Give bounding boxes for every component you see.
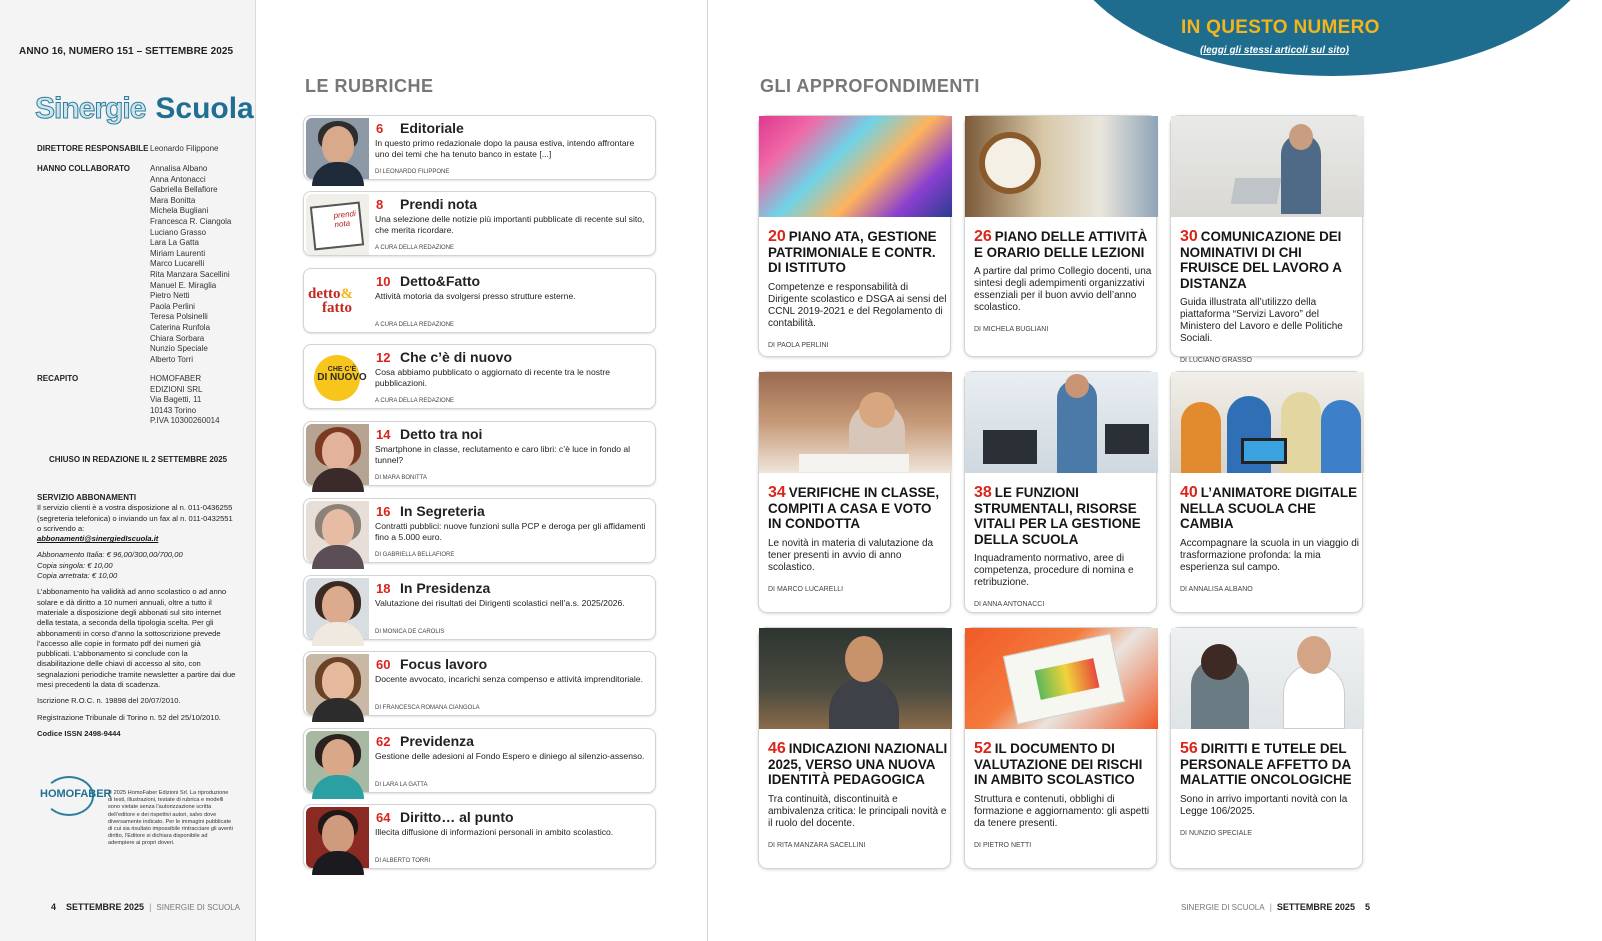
roc-registration: Iscrizione R.O.C. n. 19898 del 20/07/2010. [37,696,181,706]
article-text [768,741,948,853]
article-text [768,229,948,353]
article-card-valutazione-rischi[interactable] [964,627,1157,869]
page-number: 6 [376,121,384,136]
logo-word: fatto [322,300,352,316]
price-line: Abbonamento Italia: € 96,00/300,00/700,00 [37,550,183,560]
rubrica-card-previdenza[interactable] [303,728,656,793]
copyright-note: © 2025 HomoFaber Edizioni Srl. La riproduzione di testi, illustrazioni, testate di rubrica e modelli sono vietate senza l’autorizzazione scritta dell’editore e dei rispettivi autori, salvo dove diversamente indicato. Per le immagini pubblicate di cui sia risultato impossibile rintracciare gli aventi diritto, l’Editore si dichiara disponibile ad adempiere ai propri doveri. [108,790,233,847]
page-number: 14 [376,427,391,442]
logo-part-1: Sinergie [35,92,146,125]
rubrica-description: Gestione delle adesioni al Fondo Espero e diniego al silenzio-assenso. [375,751,645,761]
rubrica-title: Detto&Fatto [400,273,481,289]
article-title: L’ANIMATORE DIGITALE NELLA SCUOLA CHE CAMBIA [1180,485,1358,531]
article-text [974,229,1154,338]
page-number: 20 [768,228,786,245]
address-block [150,374,220,427]
author-photo [306,424,369,485]
student-figure [1181,402,1221,473]
director-label: DIRETTORE RESPONSABILE [37,144,149,153]
rubrica-card-che-ce-di-nuovo[interactable] [303,344,656,409]
collaborator: Annalisa Albano [150,164,208,173]
page-number: 62 [376,734,391,749]
address-line: EDIZIONI SRL [150,384,203,394]
collaborator: Francesca R. Ciangola [150,216,232,226]
collaborator: Teresa Polsinelli [150,312,208,322]
rubrica-card-detto-tra-noi[interactable] [303,421,656,486]
rubrica-title: Editoriale [400,120,464,136]
collaborator: Pietro Netti [150,291,190,301]
rubrica-card-in-presidenza[interactable] [303,575,656,640]
price-line: Copia arretrata: € 10,00 [37,571,118,581]
article-card-lavoro-a-distanza[interactable] [1170,115,1363,364]
rubrica-card-focus-lavoro[interactable] [303,651,656,716]
rubrica-author: A CURA DELLA REDAZIONE [375,322,455,328]
rubrica-description: Una selezione delle notizie più importanti pubblicate di recente sul sito, che merita ricordare. [375,214,645,235]
address-line: HOMOFABER [150,374,202,383]
court-registration: Registrazione Tribunale di Torino n. 52 del 25/10/2010. [37,712,221,722]
article-author: DI PIETRO NETTI [974,841,1032,849]
magazine-logo [35,92,254,126]
author-photo [306,578,369,639]
page-number: 4 [51,902,57,912]
article-description: Accompagnare la scuola in un viaggio di trasformazione profonda: la mia esperienza sul campo. [1180,537,1359,573]
article-title: INDICAZIONI NAZIONALI 2025, VERSO UNA NUOVA IDENTITÀ PEDAGOGICA [768,741,948,787]
che-ce-di-nuovo-logo [306,347,369,408]
subscription-email-link[interactable]: abbonamenti@sinergiedIscuola.it [37,534,159,544]
collaborator: Miriam Laurenti [150,248,206,258]
rubrica-author: DI LEONARDO FILIPPONE [375,169,450,175]
monitor-icon [983,430,1037,464]
logo-line: CHE C’È [327,366,357,373]
article-author: DI NUNZIO SPECIALE [1180,829,1252,837]
rubrica-author: A CURA DELLA REDAZIONE [375,245,455,251]
rubrica-card-diritto-al-punto[interactable] [303,804,656,869]
article-title: COMUNICAZIONE DEI NOMINATIVI DI CHI FRUISCE DEL LAVORO A DISTANZA [1180,229,1342,291]
page-number: 12 [376,350,391,365]
issn-code: Codice ISSN 2498-9444 [37,728,121,738]
collaborator: Marco Lucarelli [150,259,205,269]
page-gutter [707,0,708,941]
page-number: 60 [376,657,391,672]
rubrica-description: Smartphone in classe, reclutamento e caro libri: c’è luce in fondo al tunnel? [375,444,631,465]
rubrica-title: Diritto… al punto [400,809,514,825]
monitor-icon [1105,424,1149,454]
director-name: Leonardo Filippone [150,144,219,153]
article-author: DI PAOLA PERLINI [768,341,829,349]
page-number: 64 [376,810,391,825]
laptop-icon [1231,178,1282,204]
rubrica-author: DI FRANCESCA ROMANA CIANGOLA [375,705,480,711]
article-description: Guida illustrata all’utilizzo della piattaforma “Servizi Lavoro” del Ministero del Lavoro e delle Politiche Sociali. [1180,297,1343,344]
rubrica-description: Illecita diffusione di informazioni personali in ambito scolastico. [375,827,614,837]
rubrica-description: Contratti pubblici: nuove funzioni sulla PCP e deroga per gli affidamenti fino a 5.000 euro. [375,521,646,542]
article-image [759,116,952,217]
article-title: PIANO ATA, GESTIONE PATRIMONIALE E CONTR. DI ISTITUTO [768,229,937,275]
closed-editorial-line: CHIUSO IN REDAZIONE IL 2 SETTEMBRE 2025 [49,455,228,464]
article-description: Sono in arrivo importanti novità con la Legge 106/2025. [1180,793,1348,817]
article-card-piano-attivita[interactable] [964,115,1157,357]
colophon [0,0,256,941]
teacher-figure [829,678,899,729]
article-title: VERIFICHE IN CLASSE, COMPITI A CASA E VOTO IN CONDOTTA [768,485,940,531]
collaborator: Paola Perlini [150,301,195,311]
article-card-piano-ata[interactable] [758,115,951,357]
author-photo [306,501,369,562]
logo-word: detto [308,286,341,302]
article-author: DI MARCO LUCARELLI [768,585,844,593]
rubrica-author: DI MARA BONITTA [375,475,427,481]
article-description: Struttura e contenuti, obblighi di formazione e aggiornamento: gli aspetti da tenere presenti. [974,793,1150,829]
page-number: 10 [376,274,391,289]
notepad-label: prendi nota [333,208,357,230]
article-text [768,485,948,597]
author-photo [306,654,369,715]
publisher-logo-text: HOMOFABER [40,788,112,800]
rubrica-description: In questo primo redazionale dopo la pausa estiva, intendo affrontare uno dei temi che ha tenuto banco in estate [...] [375,138,635,159]
collaborator: Nunzio Speciale [150,344,208,354]
page-number: 5 [1364,902,1370,912]
rubrica-title: In Segreteria [400,503,485,519]
rubrica-title: Previdenza [400,733,474,749]
collaborator: Luciano Grasso [150,227,207,237]
collaborator: Chiara Sorbara [150,333,205,343]
article-card-animatore-digitale[interactable] [1170,371,1363,613]
student-figure [1321,400,1361,473]
page-number: 26 [974,228,992,245]
article-author: DI ANNALISA ALBANO [1180,585,1253,593]
article-description: Inquadramento normativo, aree di competenza, procedure di nomina e retribuzione. [974,553,1134,588]
rubrica-author: DI GABRIELLA BELLAFIORE [375,552,455,558]
folio-month: SETTEMBRE 2025 [66,902,145,912]
rubrica-author: DI ALBERTO TORRI [375,858,431,864]
article-image [1171,116,1364,217]
article-description: A partire dal primo Collegio docenti, una sintesi degli adempimenti organizzativi essenziali per il buon avvio dell’anno scolastico. [974,266,1152,313]
article-image [965,628,1158,729]
collaborator: Gabriella Bellafiore [150,185,218,195]
read-on-site-link[interactable]: (leggi gli stessi articoli sul sito) [1200,45,1349,56]
collaborators-list [150,164,231,365]
author-photo [306,731,369,792]
article-author: DI RITA MANZARA SACELLINI [768,841,866,849]
logo-line: DI NUOVO [317,372,367,383]
folio-left: 4 SETTEMBRE 2025 | SINERGIE DI SCUOLA [51,902,240,912]
rubrica-description: Valutazione dei risultati dei Dirigenti scolastici nell’a.s. 2025/2026. [375,598,625,608]
page-number: 52 [974,740,992,757]
article-author: DI LUCIANO GRASSO [1180,357,1252,364]
collaborator: Rita Manzara Sacellini [150,269,230,279]
notepad-icon [306,194,369,255]
clock-icon [979,132,1041,194]
collaborator: Michela Bugliani [150,206,209,216]
subscription-block [37,493,237,739]
address-line: P.IVA 10300260014 [150,416,220,426]
rubrica-card-in-segreteria[interactable] [303,498,656,563]
article-author: DI ANNA ANTONACCI [974,601,1045,608]
student-figure [1281,392,1321,473]
author-photo [306,807,369,868]
article-card-indicazioni-nazionali[interactable] [758,627,951,869]
article-description: Competenze e responsabilità di Dirigente scolastico e DSGA ai sensi del CCNL 2019-2021 e del Regolamento di contabilità. [768,281,947,329]
collaborator: Alberto Torri [150,354,193,364]
article-text [1180,741,1360,841]
collaborators-label: HANNO COLLABORATO [37,164,131,173]
article-image [759,372,952,473]
page-number: 46 [768,740,786,757]
article-image [965,116,1158,217]
price-list [37,550,237,581]
article-text [974,485,1154,613]
collaborator: Caterina Runfola [150,322,211,332]
logo-ampersand: & [340,286,353,302]
subscription-text: Il servizio clienti è a vostra disposizione al n. 011-0436255 (segreteria telefonica) o inviando un fax al n. 011-0432551 o scrivendo a: [37,503,233,533]
rubrica-description: Cosa abbiamo pubblicato o aggiornato di recente tra le nostre pubblicazioni. [375,367,611,388]
rubrica-author: DI MONICA DE CAROLIS [375,629,445,635]
page-number: 30 [1180,228,1198,245]
article-text [974,741,1154,853]
rubrica-title: Focus lavoro [400,656,488,672]
article-card-funzioni-strumentali[interactable] [964,371,1157,613]
folio-magazine: SINERGIE DI SCUOLA [1181,903,1265,912]
article-image [965,372,1158,473]
logo-part-2: Scuola [155,92,254,125]
collaborator: Manuel E. Miraglia [150,280,217,290]
folio-month: SETTEMBRE 2025 [1276,902,1355,912]
article-text [1180,229,1360,369]
page-number: 56 [1180,740,1198,757]
folio-right: SINERGIE DI SCUOLA | SETTEMBRE 2025 5 [1181,902,1370,912]
article-title: PIANO DELLE ATTIVITÀ E ORARIO DELLE LEZIONI [974,229,1148,260]
subscription-body: L’abbonamento ha validità ad anno scolastico o ad anno solare e dà diritto a 10 numeri annuali, oltre a tutto il materiale a disposizione degli abbonati sul sito internet della testata, a seconda della tipologia scelta. Per gli abbonamenti in corso d’anno la sottoscrizione prevede l’accesso alle copie in formato pdf dei numeri già pubblicati. L’abbonamento si conclude con la disabilitazione delle chiavi di accesso al sito, con segnalazioni periodiche tramite newsletter a partire dai due mesi precedenti la data di scadenza. [37,587,236,690]
page-number: 38 [974,484,992,501]
rubrica-description: Docente avvocato, incarichi senza compenso e attività imprenditoriale. [375,674,643,684]
article-card-verifiche[interactable] [758,371,951,613]
page-number: 34 [768,484,786,501]
article-image [759,628,952,729]
address-line: Via Bagetti, 11 [150,395,202,405]
folio-magazine: SINERGIE DI SCUOLA [156,903,240,912]
tablet-icon [1241,438,1287,464]
article-description: Tra continuità, discontinuità e ambivalenza critica: le principali novità e il ruolo del docente. [768,793,947,829]
article-card-malattie-oncologiche[interactable] [1170,627,1363,869]
rubrica-title: In Presidenza [400,580,491,596]
collaborator: Mara Bonitta [150,195,196,205]
rubrica-title: Detto tra noi [400,426,483,442]
article-author: DI MICHELA BUGLIANI [974,326,1049,333]
address-label: RECAPITO [37,374,79,383]
article-image [1171,372,1364,473]
price-line: Copia singola: € 10,00 [37,560,113,570]
banner-title: IN QUESTO NUMERO [1181,17,1380,38]
article-title: IL DOCUMENTO DI VALUTAZIONE DEI RISCHI IN AMBITO SCOLASTICO [974,741,1143,787]
address-line: 10143 Torino [150,405,197,415]
rubrica-author: DI LARA LA GATTA [375,782,428,788]
approfondimenti-section-title: GLI APPROFONDIMENTI [760,76,980,96]
rubrica-description: Attività motoria da svolgersi presso strutture esterne. [375,291,576,301]
article-title: DIRITTI E TUTELE DEL PERSONALE AFFETTO DA MALATTIE ONCOLOGICHE [1180,741,1352,787]
article-description: Le novità in materia di valutazione da tener presenti in avvio di anno scolastico. [768,537,934,573]
page-number: 40 [1180,484,1198,501]
collaborator: Anna Antonacci [150,174,206,184]
article-image [1171,628,1364,729]
page-number: 8 [376,197,384,212]
rubrica-author: A CURA DELLA REDAZIONE [375,398,455,404]
page-number: 18 [376,581,391,596]
collaborator: Lara La Gatta [150,238,199,248]
rubrica-title: Che c’è di nuovo [400,349,513,365]
rubrica-card-editoriale[interactable] [303,115,656,180]
publisher-logo [38,774,112,818]
issue-line: ANNO 16, NUMERO 151 – SETTEMBRE 2025 [19,46,234,57]
detto-fatto-logo [306,271,369,332]
article-text [1180,485,1360,597]
page-number: 16 [376,504,391,519]
author-photo [306,118,369,179]
rubriche-section-title: LE RUBRICHE [305,76,434,96]
rubrica-title: Prendi nota [400,196,478,212]
rubrica-card-detto-fatto[interactable] [303,268,656,333]
rubrica-card-prendi-nota[interactable] [303,191,656,256]
article-title: LE FUNZIONI STRUMENTALI, RISORSE VITALI PER LA GESTIONE DELLA SCUOLA [974,485,1141,547]
subscription-title: SERVIZIO ABBONAMENTI [37,493,137,502]
